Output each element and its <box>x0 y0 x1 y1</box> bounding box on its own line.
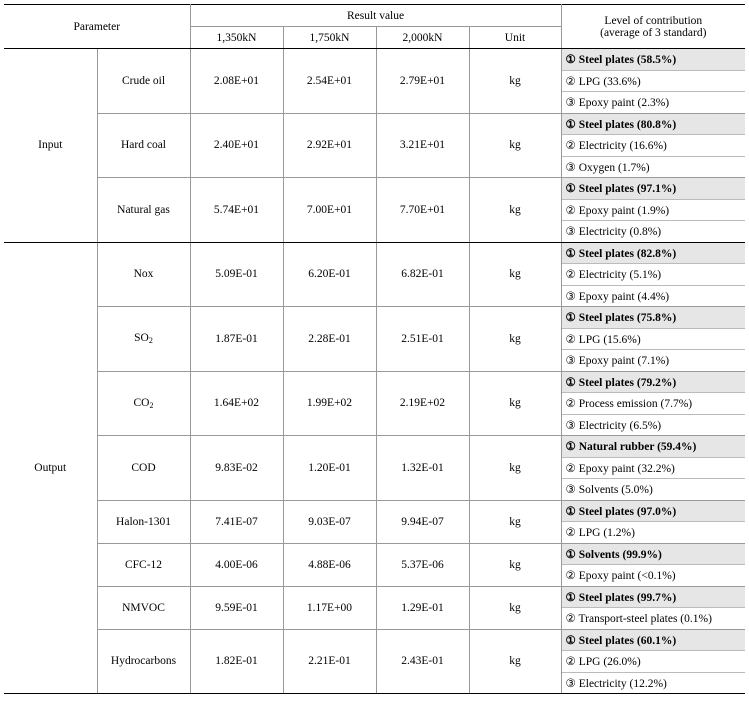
parameter-label: Nox <box>133 268 154 281</box>
contribution-top: ① Solvents (99.9%) <box>561 543 745 565</box>
value-1750kn: 2.28E-01 <box>283 307 376 372</box>
contribution-top: ① Natural rubber (59.4%) <box>561 436 745 458</box>
contribution-top: ① Steel plates (58.5%) <box>561 49 745 71</box>
unit-cell: kg <box>469 371 561 436</box>
unit-cell: kg <box>469 49 561 114</box>
contribution-item: ③ Electricity (0.8%) <box>561 221 745 243</box>
parameter-label: CO <box>133 396 150 409</box>
group-label: Output <box>4 242 97 694</box>
table-row <box>4 436 745 458</box>
contribution-top: ① Steel plates (99.7%) <box>561 586 745 608</box>
contribution-item: ② Epoxy paint (1.9%) <box>561 199 745 221</box>
contribution-top: ① Steel plates (75.8%) <box>561 307 745 329</box>
parameter-name <box>97 371 190 436</box>
value-1750kn: 6.20E-01 <box>283 242 376 307</box>
value-1350kn: 9.59E-01 <box>190 586 283 629</box>
unit-cell: kg <box>469 307 561 372</box>
value-1350kn: 2.40E+01 <box>190 113 283 178</box>
value-1350kn: 1.87E-01 <box>190 307 283 372</box>
header-parameter: Parameter <box>4 5 190 49</box>
value-1350kn: 9.83E-02 <box>190 436 283 501</box>
table-row <box>4 500 745 522</box>
value-1350kn: 5.74E+01 <box>190 178 283 243</box>
value-1350kn: 2.08E+01 <box>190 49 283 114</box>
contribution-item: ② Electricity (5.1%) <box>561 264 745 286</box>
unit-cell: kg <box>469 586 561 629</box>
unit-cell: kg <box>469 436 561 501</box>
parameter-subscript: 2 <box>148 336 153 346</box>
table-row <box>4 49 745 71</box>
value-1750kn: 4.88E-06 <box>283 543 376 586</box>
table-row <box>4 586 745 608</box>
parameter-label: Natural gas <box>117 203 170 216</box>
value-1750kn: 1.20E-01 <box>283 436 376 501</box>
table-row <box>4 543 745 565</box>
unit-cell: kg <box>469 242 561 307</box>
table-row <box>4 629 745 651</box>
parameter-name <box>97 586 190 629</box>
parameter-name <box>97 629 190 694</box>
contribution-item: ③ Electricity (6.5%) <box>561 414 745 436</box>
table-body <box>4 49 745 694</box>
value-2000kn: 1.29E-01 <box>376 586 469 629</box>
value-2000kn: 7.70E+01 <box>376 178 469 243</box>
group-label: Input <box>4 49 97 243</box>
value-1750kn: 1.17E+00 <box>283 586 376 629</box>
parameter-label: Halon-1301 <box>116 515 171 528</box>
header-contribution <box>561 5 745 49</box>
header-contribution-line1: Level of contribution <box>604 14 703 27</box>
value-2000kn: 3.21E+01 <box>376 113 469 178</box>
contribution-item: ② LPG (1.2%) <box>561 522 745 544</box>
parameter-subscript: 2 <box>149 400 154 410</box>
unit-cell: kg <box>469 629 561 694</box>
header-contribution-line2: (average of 3 standard) <box>600 26 707 39</box>
table-row <box>4 371 745 393</box>
table-row <box>4 307 745 329</box>
contribution-item: ③ Solvents (5.0%) <box>561 479 745 501</box>
value-1350kn: 1.64E+02 <box>190 371 283 436</box>
parameter-label: Crude oil <box>121 74 166 87</box>
contribution-item: ② LPG (15.6%) <box>561 328 745 350</box>
parameter-name <box>97 543 190 586</box>
parameter-label: Hydrocarbons <box>110 655 177 668</box>
value-1350kn: 4.00E-06 <box>190 543 283 586</box>
parameter-name <box>97 113 190 178</box>
parameter-name <box>97 500 190 543</box>
parameter-name <box>97 436 190 501</box>
parameter-name <box>97 49 190 114</box>
contribution-item: ② LPG (33.6%) <box>561 70 745 92</box>
contribution-item: ② Epoxy paint (<0.1%) <box>561 565 745 587</box>
contribution-top: ① Steel plates (79.2%) <box>561 371 745 393</box>
contribution-item: ② Process emission (7.7%) <box>561 393 745 415</box>
value-1750kn: 2.21E-01 <box>283 629 376 694</box>
contribution-item: ② Transport-steel plates (0.1%) <box>561 608 745 630</box>
value-1750kn: 2.54E+01 <box>283 49 376 114</box>
value-1350kn: 5.09E-01 <box>190 242 283 307</box>
table-row <box>4 242 745 264</box>
unit-cell: kg <box>469 500 561 543</box>
header-unit: Unit <box>469 27 561 49</box>
contribution-top: ① Steel plates (97.0%) <box>561 500 745 522</box>
header-1350kn: 1,350kN <box>190 27 283 49</box>
value-1350kn: 1.82E-01 <box>190 629 283 694</box>
parameter-label: COD <box>131 461 156 474</box>
value-2000kn: 2.51E-01 <box>376 307 469 372</box>
contribution-item: ③ Epoxy paint (2.3%) <box>561 92 745 114</box>
contribution-item: ② LPG (26.0%) <box>561 651 745 673</box>
value-1750kn: 7.00E+01 <box>283 178 376 243</box>
value-2000kn: 6.82E-01 <box>376 242 469 307</box>
contribution-top: ① Steel plates (60.1%) <box>561 629 745 651</box>
value-1750kn: 2.92E+01 <box>283 113 376 178</box>
contribution-top: ① Steel plates (97.1%) <box>561 178 745 200</box>
header-result-value: Result value <box>190 5 561 27</box>
unit-cell: kg <box>469 113 561 178</box>
parameter-name <box>97 178 190 243</box>
contribution-item: ③ Epoxy paint (4.4%) <box>561 285 745 307</box>
unit-cell: kg <box>469 178 561 243</box>
contribution-top: ① Steel plates (80.8%) <box>561 113 745 135</box>
value-1750kn: 9.03E-07 <box>283 500 376 543</box>
parameter-label: SO <box>134 332 149 345</box>
value-2000kn: 2.19E+02 <box>376 371 469 436</box>
contribution-top: ① Steel plates (82.8%) <box>561 242 745 264</box>
header-2000kn: 2,000kN <box>376 27 469 49</box>
table-row <box>4 113 745 135</box>
contribution-item: ③ Epoxy paint (7.1%) <box>561 350 745 372</box>
parameter-label: CFC-12 <box>124 558 163 571</box>
value-2000kn: 5.37E-06 <box>376 543 469 586</box>
contribution-item: ③ Oxygen (1.7%) <box>561 156 745 178</box>
table-row <box>4 178 745 200</box>
unit-cell: kg <box>469 543 561 586</box>
header-1750kn: 1,750kN <box>283 27 376 49</box>
value-1750kn: 1.99E+02 <box>283 371 376 436</box>
parameter-name <box>97 307 190 372</box>
value-2000kn: 2.43E-01 <box>376 629 469 694</box>
value-1350kn: 7.41E-07 <box>190 500 283 543</box>
lca-results-table <box>4 4 745 694</box>
value-2000kn: 1.32E-01 <box>376 436 469 501</box>
contribution-item: ② Electricity (16.6%) <box>561 135 745 157</box>
value-2000kn: 2.79E+01 <box>376 49 469 114</box>
parameter-name <box>97 242 190 307</box>
parameter-label: NMVOC <box>122 601 165 614</box>
contribution-item: ② Epoxy paint (32.2%) <box>561 457 745 479</box>
contribution-item: ③ Electricity (12.2%) <box>561 672 745 694</box>
value-2000kn: 9.94E-07 <box>376 500 469 543</box>
parameter-label: Hard coal <box>120 139 167 152</box>
